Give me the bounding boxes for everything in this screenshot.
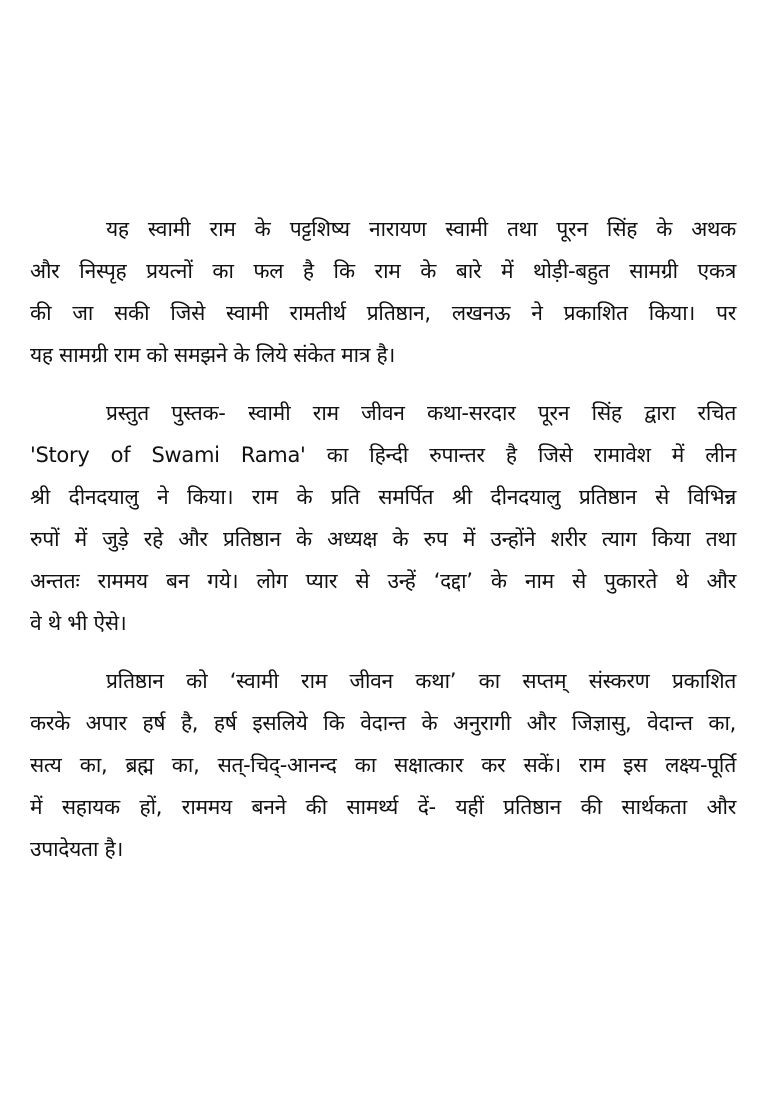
text-line: यह सामग्री राम को समझने के लिये संकेत मात्र है। [30, 343, 395, 367]
paragraph-2 [30, 392, 736, 644]
text-line: सत्य का, ब्रह्म का, सत्-चिद्-आनन्द का सक्षात्कार कर सकें। राम इस लक्ष्य-पूर्ति [30, 753, 736, 777]
text-line: करके अपार हर्ष है, हर्ष इसलिये कि वेदान्त के अनुरागी और जिज्ञासु, वेदान्त का, [30, 711, 736, 735]
text-line: यह स्वामी राम के पट्टशिष्य नारायण स्वामी तथा पूरन सिंह के अथक [106, 217, 736, 241]
text-line: प्रस्तुत पुस्तक- स्वामी राम जीवन कथा-सरदार पूरन सिंह द्वारा रचित [106, 401, 736, 425]
paragraph-1 [30, 208, 736, 376]
text-line: अन्ततः राममय बन गये। लोग प्यार से उन्हें ‘दद्दा’ के नाम से पुकारते थे और [30, 569, 736, 593]
document-page [30, 208, 736, 886]
text-line: रुपों में जुड़े रहे और प्रतिष्ठान के अध्यक्ष के रुप में उन्होंने शरीर त्याग किया तथा [30, 527, 736, 551]
text-line: और निस्पृह प्रयत्नों का फल है कि राम के बारे में थोड़ी-बहुत सामग्री एकत्र [30, 259, 736, 283]
text-line: वे थे भी ऐसे। [30, 611, 127, 635]
text-line: में सहायक हों, राममय बनने की सामर्थ्य दें- यहीं प्रतिष्ठान की सार्थकता और [30, 795, 736, 819]
text-line: उपादेयता है। [30, 837, 124, 861]
text-line: 'Story of Swami Rama' का हिन्दी रुपान्तर है जिसे रामावेश में लीन [30, 443, 736, 467]
text-line: प्रतिष्ठान को ‘स्वामी राम जीवन कथा’ का सप्तम् संस्करण प्रकाशित [106, 669, 736, 693]
text-line: की जा सकी जिसे स्वामी रामतीर्थ प्रतिष्ठान, लखनऊ ने प्रकाशित किया। पर [30, 301, 736, 325]
text-line: श्री दीनदयालु ने किया। राम के प्रति समर्पित श्री दीनदयालु प्रतिष्ठान से विभिन्न [30, 485, 736, 509]
paragraph-3 [30, 660, 736, 870]
